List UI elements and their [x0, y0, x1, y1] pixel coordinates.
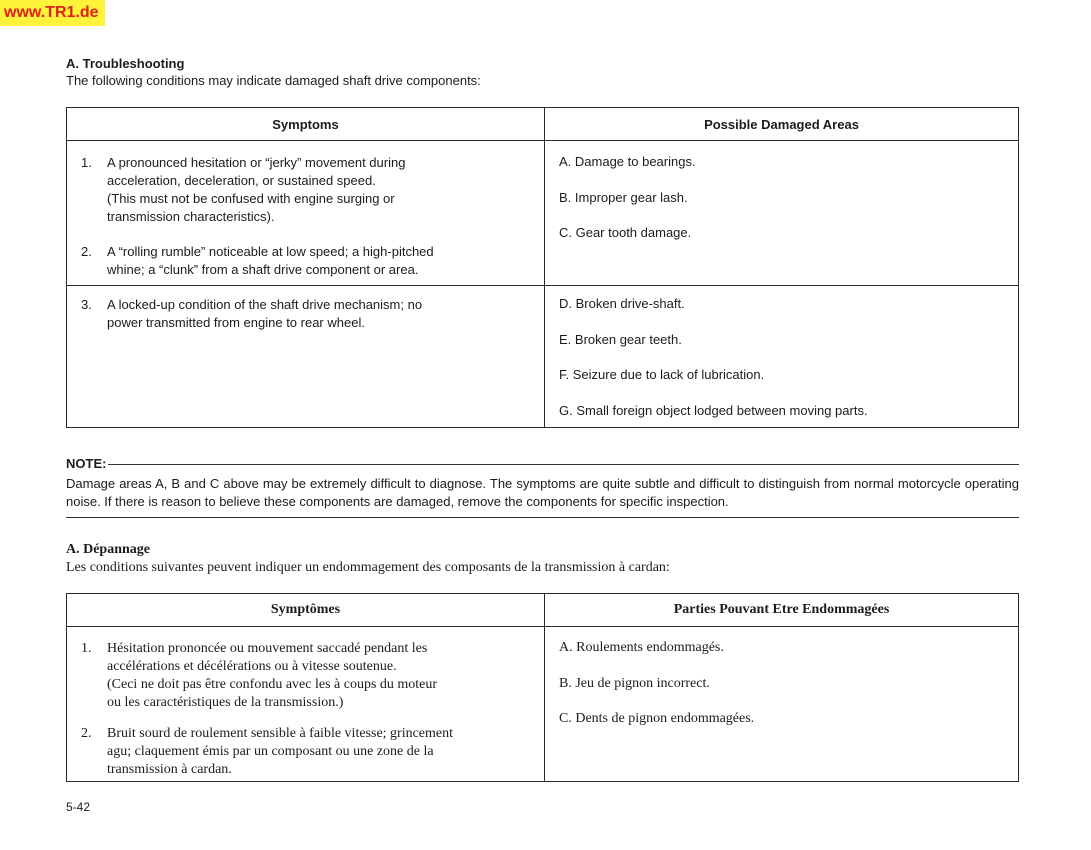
- symptom-line: A locked-up condition of the shaft drive mechanism; no: [107, 297, 423, 312]
- symptoms-cell: [67, 627, 545, 781]
- damaged-area-item: C. Dents de pignon endommagées.: [559, 711, 755, 726]
- table-row: [67, 286, 1018, 427]
- symptoms-cell: [67, 141, 545, 285]
- section-title-en: A. Troubleshooting: [66, 56, 185, 71]
- header-symptomes: Symptômes: [67, 594, 545, 626]
- header-symptoms: Symptoms: [67, 108, 545, 140]
- table-row: [67, 627, 1018, 781]
- table-row: [67, 141, 1018, 286]
- damaged-areas-cell: [545, 286, 1018, 427]
- symptom-line: A pronounced hesitation or “jerky” movement during: [107, 155, 406, 170]
- section-title-fr: A. Dépannage: [66, 542, 151, 557]
- damaged-area-item: E. Broken gear teeth.: [559, 331, 682, 347]
- symptom-line: transmission à cardan.: [107, 762, 232, 777]
- table-header: [67, 108, 1018, 141]
- symptom-item: [67, 296, 544, 332]
- note-block: [66, 456, 1019, 518]
- troubleshooting-table-fr: [66, 593, 1019, 782]
- table-header: [67, 594, 1018, 627]
- symptom-line: (Ceci ne doit pas être confondu avec les à coups du moteur: [107, 677, 438, 692]
- damaged-area-item: B. Improper gear lash.: [559, 189, 688, 205]
- damaged-area-item: D. Broken drive-shaft.: [559, 296, 685, 311]
- symptom-line: ou les caractéristiques de la transmission.): [107, 695, 344, 710]
- symptom-number: 1.: [81, 155, 92, 170]
- note-bottom-rule: [66, 517, 1019, 518]
- note-header: [66, 456, 1019, 471]
- symptoms-cell: [67, 286, 545, 427]
- symptom-number: 2.: [81, 726, 92, 741]
- symptom-line: whine; a “clunk” from a shaft drive component or area.: [107, 262, 419, 277]
- symptom-number: 1.: [81, 641, 92, 656]
- damaged-area-item: F. Seizure due to lack of lubrication.: [559, 367, 765, 382]
- damaged-areas-cell: [545, 627, 1018, 781]
- damaged-areas-cell: [545, 141, 1018, 285]
- header-damaged-areas: Possible Damaged Areas: [704, 116, 859, 132]
- symptom-number: 3.: [81, 297, 92, 312]
- symptom-line: Hésitation prononcée ou mouvement saccadé pendant les: [107, 641, 428, 656]
- section-intro-en: The following conditions may indicate damaged shaft drive components:: [66, 73, 481, 88]
- damaged-area-item: A. Damage to bearings.: [559, 154, 696, 169]
- symptom-line: Bruit sourd de roulement sensible à faible vitesse; grincement: [107, 726, 454, 741]
- section-intro-fr: Les conditions suivantes peuvent indiquer un endommagement des composants de la transmission à cardan:: [66, 560, 670, 575]
- symptom-line: accélérations et décélérations ou à vitesse soutenue.: [107, 659, 397, 674]
- damaged-area-item: A. Roulements endommagés.: [559, 640, 724, 655]
- watermark-logo: www.TR1.de: [0, 0, 105, 26]
- troubleshooting-table-en: [66, 107, 1019, 428]
- note-label: NOTE:: [66, 456, 107, 471]
- page-number: 5-42: [66, 800, 91, 814]
- damaged-area-item: C. Gear tooth damage.: [559, 225, 692, 240]
- symptom-line: (This must not be confused with engine surging or: [107, 191, 395, 206]
- symptom-line: acceleration, deceleration, or sustained speed.: [107, 173, 376, 188]
- symptom-line: agu; claquement émis par un composant ou une zone de la: [107, 744, 434, 759]
- symptom-item: [67, 243, 544, 279]
- damaged-area-item: G. Small foreign object lodged between moving parts.: [559, 402, 868, 418]
- symptom-line: A “rolling rumble” noticeable at low speed; a high-pitched: [107, 244, 434, 259]
- symptom-number: 2.: [81, 244, 92, 259]
- damaged-area-item: B. Jeu de pignon incorrect.: [559, 675, 710, 691]
- note-text: Damage areas A, B and C above may be extremely difficult to diagnose. The symptoms are quite subtle and difficult to distinguish from normal motorcycle operating noise. If there is reason to believe these components are damaged, remove the components for specific inspection.: [66, 476, 1019, 509]
- note-rule: [108, 464, 1019, 465]
- symptom-item: [67, 725, 544, 779]
- symptom-line: transmission characteristics).: [107, 209, 275, 224]
- symptom-line: power transmitted from engine to rear wheel.: [107, 315, 365, 330]
- symptom-item: [67, 154, 544, 226]
- symptom-item: [67, 640, 544, 712]
- header-parties-endommagees: Parties Pouvant Etre Endommagées: [673, 602, 890, 617]
